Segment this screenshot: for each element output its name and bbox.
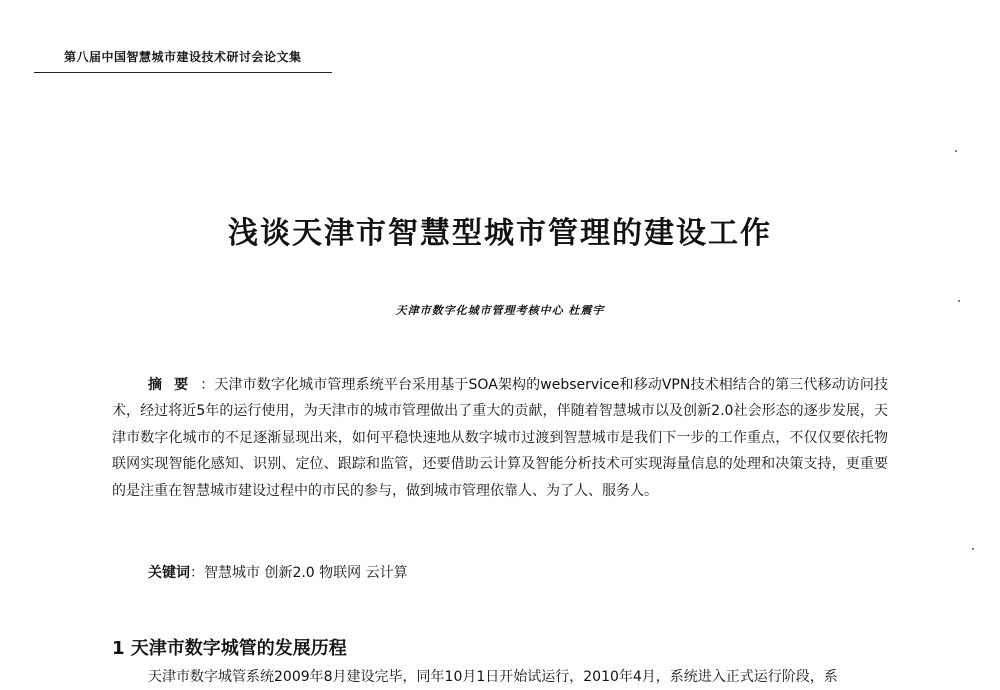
author-line: 天津市数字化城市管理考核中心 杜震宇 bbox=[395, 304, 605, 317]
section-body-text: 天津市数字城管系统2009年8月建设完毕，同年10月1日开始试运行，2010年4月，系统进入正式运行阶段，系 bbox=[148, 669, 838, 685]
abstract-text: 天津市数字化城市管理系统平台采用基于SOA架构的webservice和移动VPN技术相结合的第三代移动访问技术，经过将近5年的运行使用，为天津市的城市管理做出了重大的贡献，伴随着智慧城市以及创新2.0社会形态的逐步发展，天津市数字化城市的不足逐渐显现出来，如何平稳快速地从数字城市过渡到智慧城市是我们下一步的工作重点，不仅仅要依托物联网实现智能化感知、识别、定位、跟踪和监管，还要借助云计算及智能分析技术可实现海量信息的处理和决策支持，更重要的是注重在智慧城市建设过程中的市民的参与，做到城市管理依靠人、为了人、服务人。 bbox=[112, 377, 889, 499]
keywords-line bbox=[148, 560, 408, 586]
scan-speck bbox=[955, 150, 957, 152]
section-heading: 1 天津市数字城管的发展历程 bbox=[112, 638, 347, 659]
keywords-text: 智慧城市 创新2.0 物联网 云计算 bbox=[204, 565, 408, 581]
scan-speck bbox=[958, 300, 960, 302]
abstract-separator: ： bbox=[200, 377, 215, 393]
abstract-paragraph bbox=[112, 372, 888, 504]
keywords-separator: ： bbox=[190, 565, 204, 581]
paper-title: 浅谈天津市智慧型城市管理的建设工作 bbox=[228, 216, 772, 251]
scan-speck bbox=[972, 548, 974, 550]
abstract-label: 摘要 bbox=[148, 377, 201, 393]
keywords-label: 关键词 bbox=[148, 565, 190, 581]
running-header: 第八届中国智慧城市建设技术研讨会论文集 bbox=[64, 50, 302, 64]
header-rule bbox=[34, 72, 332, 73]
